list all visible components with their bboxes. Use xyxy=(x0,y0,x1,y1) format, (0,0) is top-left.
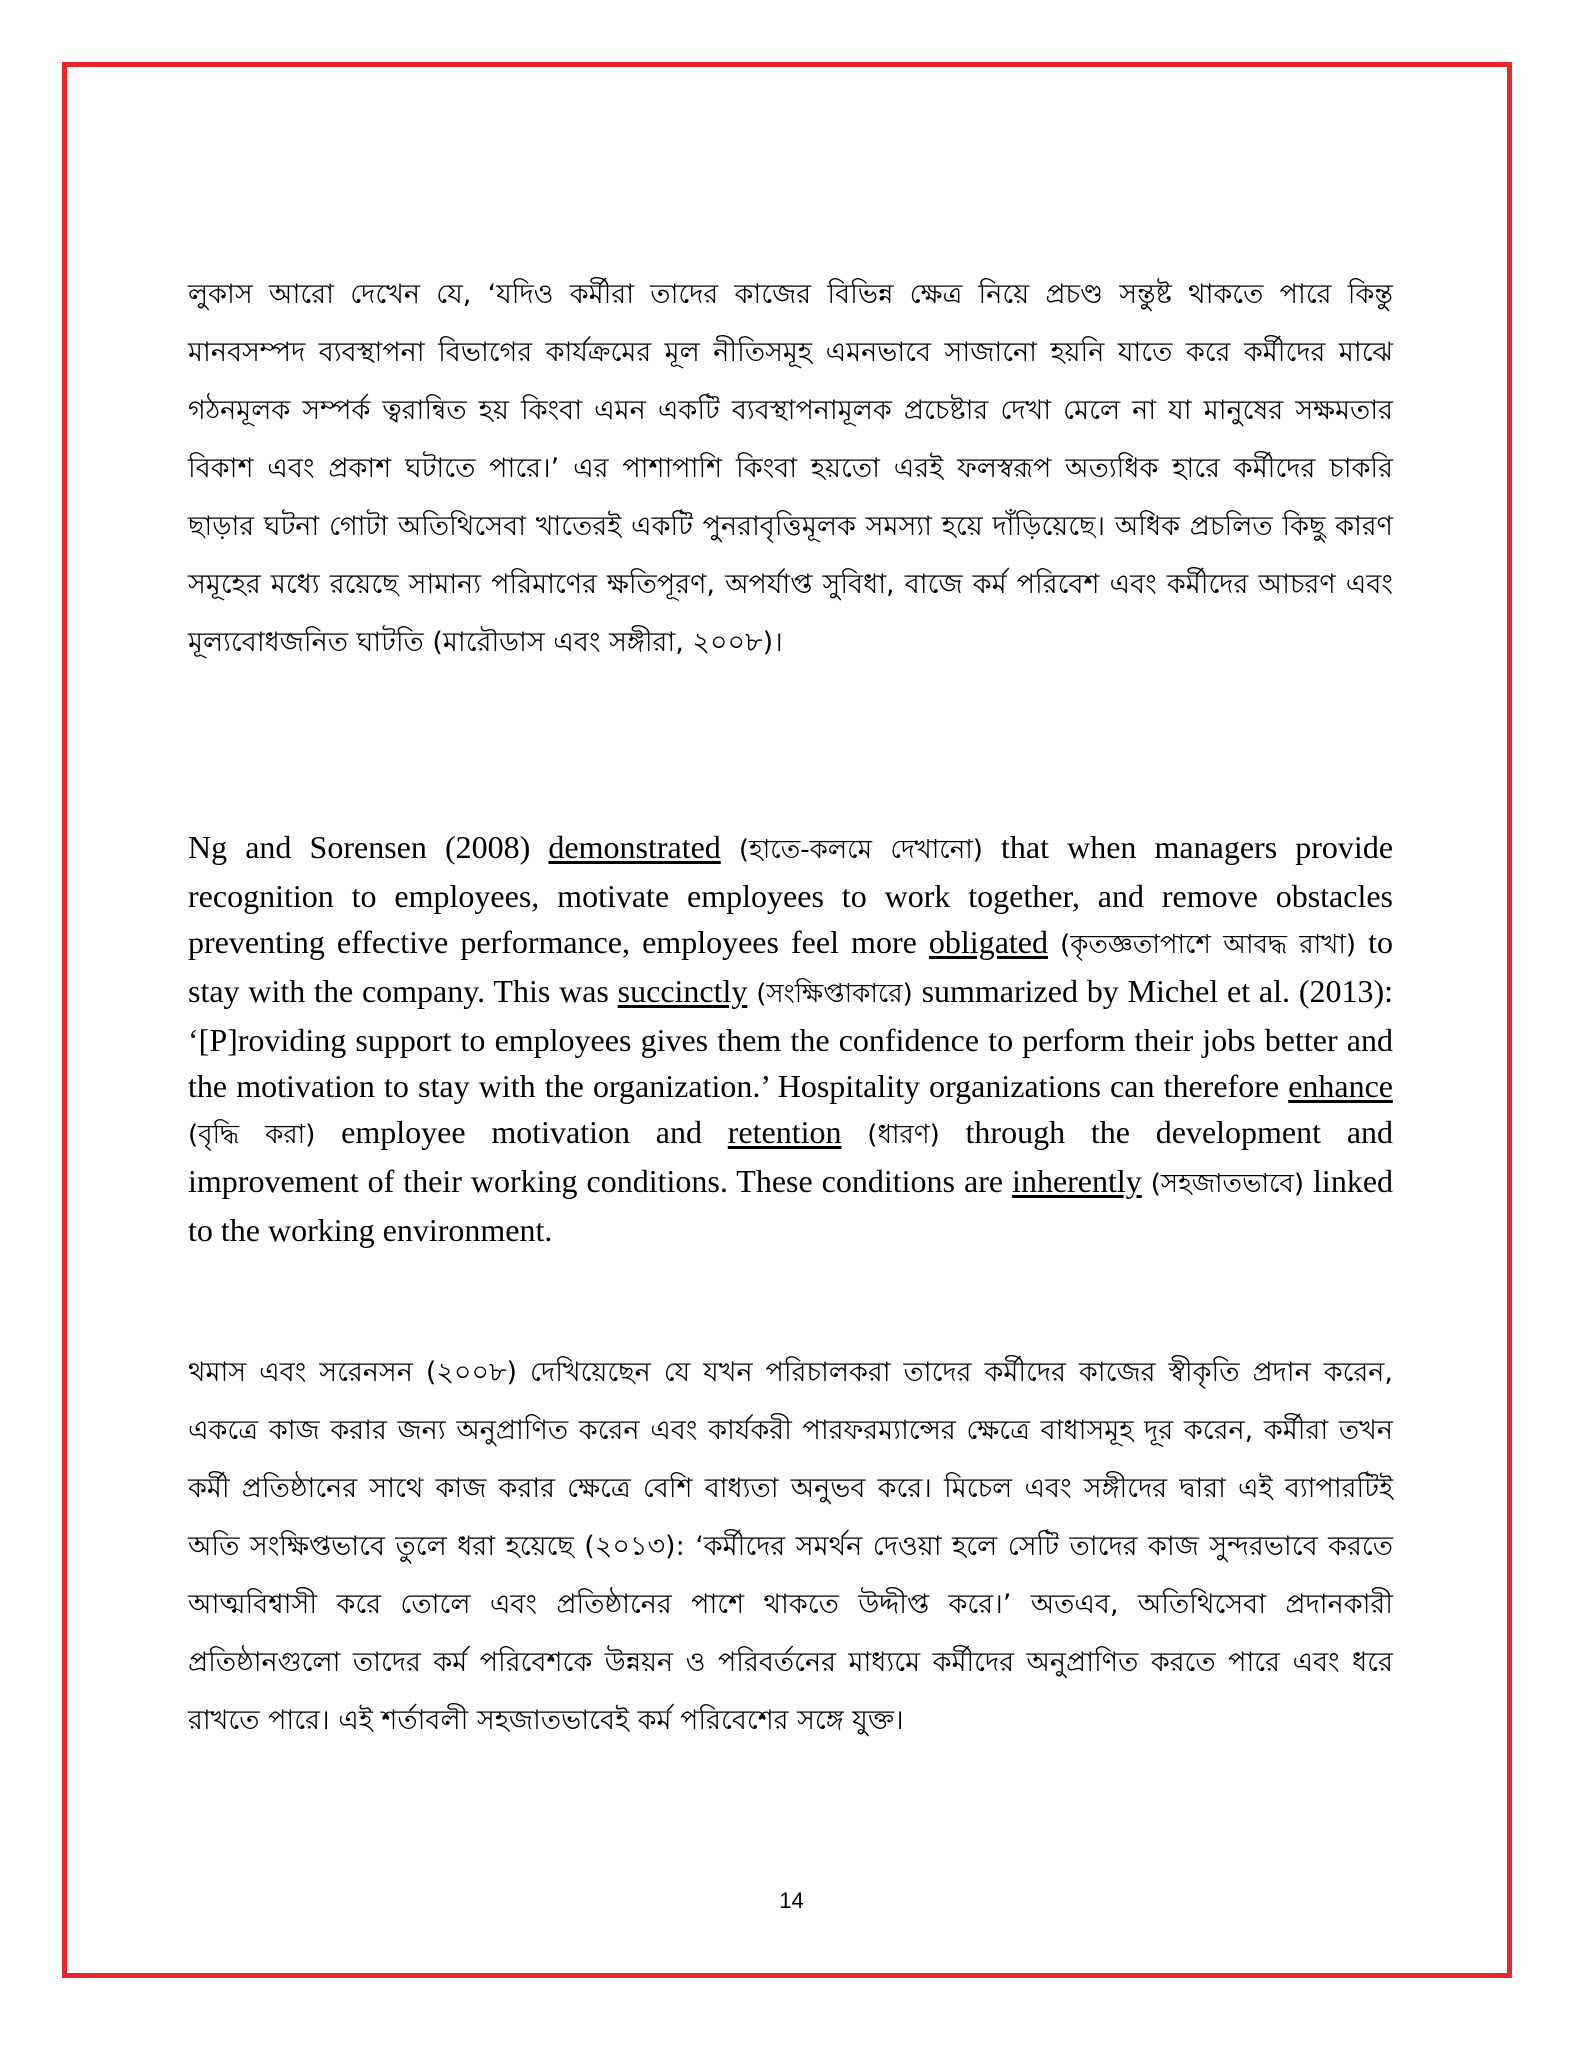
vocab-term-succinctly: succinctly xyxy=(617,973,748,1009)
gloss-succinctly: (সংক্ষিপ্তাকারে) xyxy=(756,979,913,1009)
page-number: 14 xyxy=(779,1888,804,1913)
text-segment: to stay with the company. This was xyxy=(188,924,1394,1009)
text-segment: that when managers provide recognition to employees, motivate employees to work together, and remove obstacles preventing effective performance, employees feel more xyxy=(188,829,1394,960)
vocab-term-enhance: enhance xyxy=(1288,1068,1393,1104)
vocab-term-obligated: obligated xyxy=(928,924,1048,960)
paragraph-bengali-1: লুকাস আরো দেখেন যে, ‘যদিও কর্মীরা তাদের কাজের বিভিন্ন ক্ষেত্র নিয়ে প্রচণ্ড সন্তুষ্ট থাকতে পারে কিন্তু মানবসম্পদ ব্যবস্থাপনা বিভাগের কার্যক্রমের মূল নীতিসমূহ এমনভাবে সাজানো হয়নি যাতে করে কর্মীদের মাঝে গঠনমূলক সম্পর্ক ত্বরান্বিত হয় কিংবা এমন একটি ব্যবস্থাপনামূলক প্রচেষ্টার দেখা মেলে না যা মানুষের সক্ষমতার বিকাশ এবং প্রকাশ ঘটাতে পারে।’ এর পাশাপাশি কিংবা হয়তো এরই ফলস্বরূপ অত্যধিক হারে কর্মীদের চাকরি ছাড়ার ঘটনা গোটা অতিথিসেবা খাতেরই একটি পুনরাবৃত্তিমূলক সমস্যা হয়ে দাঁড়িয়েছে। অধিক প্রচলিত কিছু কারণ সমূহের মধ্যে রয়েছে সামান্য পরিমাণের ক্ষতিপূরণ, অপর্যাপ্ত সুবিধা, বাজে কর্ম পরিবেশ এবং কর্মীদের আচরণ এবং মূল্যবোধজনিত ঘাটতি (মারৌডাস এবং সঙ্গীরা, ২০০৮)। xyxy=(188,279,1393,658)
text-segment: summarized by Michel et al. (2013): ‘[P]roviding support to employees gives them the confidence to perform their jobs better and the motivation to stay with the organization.’ Hospitality organizations can therefore xyxy=(188,973,1394,1104)
text-segment: Ng and Sorensen (2008) xyxy=(188,829,549,865)
text-segment: linked to the working environment. xyxy=(188,1163,1394,1248)
gloss-inherently: (সহজাতভাবে) xyxy=(1150,1169,1305,1199)
text-segment: employee motivation and xyxy=(315,1114,728,1150)
vocab-term-demonstrated: demonstrated xyxy=(548,829,721,865)
gloss-retention: (ধারণ) xyxy=(867,1120,940,1150)
gloss-obligated: (কৃতজ্ঞতাপাশে আবদ্ধ রাখা) xyxy=(1060,930,1357,960)
gloss-demonstrated: (হাতে-কলমে দেখানো) xyxy=(738,835,983,865)
gloss-enhance: (বৃদ্ধি করা) xyxy=(188,1120,316,1150)
paragraph-bengali-2: থমাস এবং সরেনসন (২০০৮) দেখিয়েছেন যে যখন পরিচালকরা তাদের কর্মীদের কাজের স্বীকৃতি প্রদান করেন, একত্রে কাজ করার জন্য অনুপ্রাণিত করেন এবং কার্যকরী পারফরম্যান্সের ক্ষেত্রে বাধাসমূহ দূর করেন, কর্মীরা তখন কর্মী প্রতিষ্ঠানের সাথে কাজ করার ক্ষেত্রে বেশি বাধ্যতা অনুভব করে। মিচেল এবং সঙ্গীদের দ্বারা এই ব্যাপারটিই অতি সংক্ষিপ্তভাবে তুলে ধরা হয়েছে (২০১৩): ‘কর্মীদের সমর্থন দেওয়া হলে সেটি তাদের কাজ সুন্দরভাবে করতে আত্মবিশ্বাসী করে তোলে এবং প্রতিষ্ঠানের পাশে থাকতে উদ্দীপ্ত করে।’ অতএব, অতিথিসেবা প্রদানকারী প্রতিষ্ঠানগুলো তাদের কর্ম পরিবেশকে উন্নয়ন ও পরিবর্তনের মাধ্যমে কর্মীদের অনুপ্রাণিত করতে পারে এবং ধরে রাখতে পারে। এই শর্তাবলী সহজাতভাবেই কর্ম পরিবেশের সঙ্গে যুক্ত। xyxy=(188,1357,1393,1736)
paragraph-english xyxy=(188,824,1393,1253)
text-segment: through the development and improvement of their working conditions. These conditions are xyxy=(188,1114,1394,1199)
vocab-term-retention: retention xyxy=(727,1114,842,1150)
vocab-term-inherently: inherently xyxy=(1012,1163,1142,1199)
